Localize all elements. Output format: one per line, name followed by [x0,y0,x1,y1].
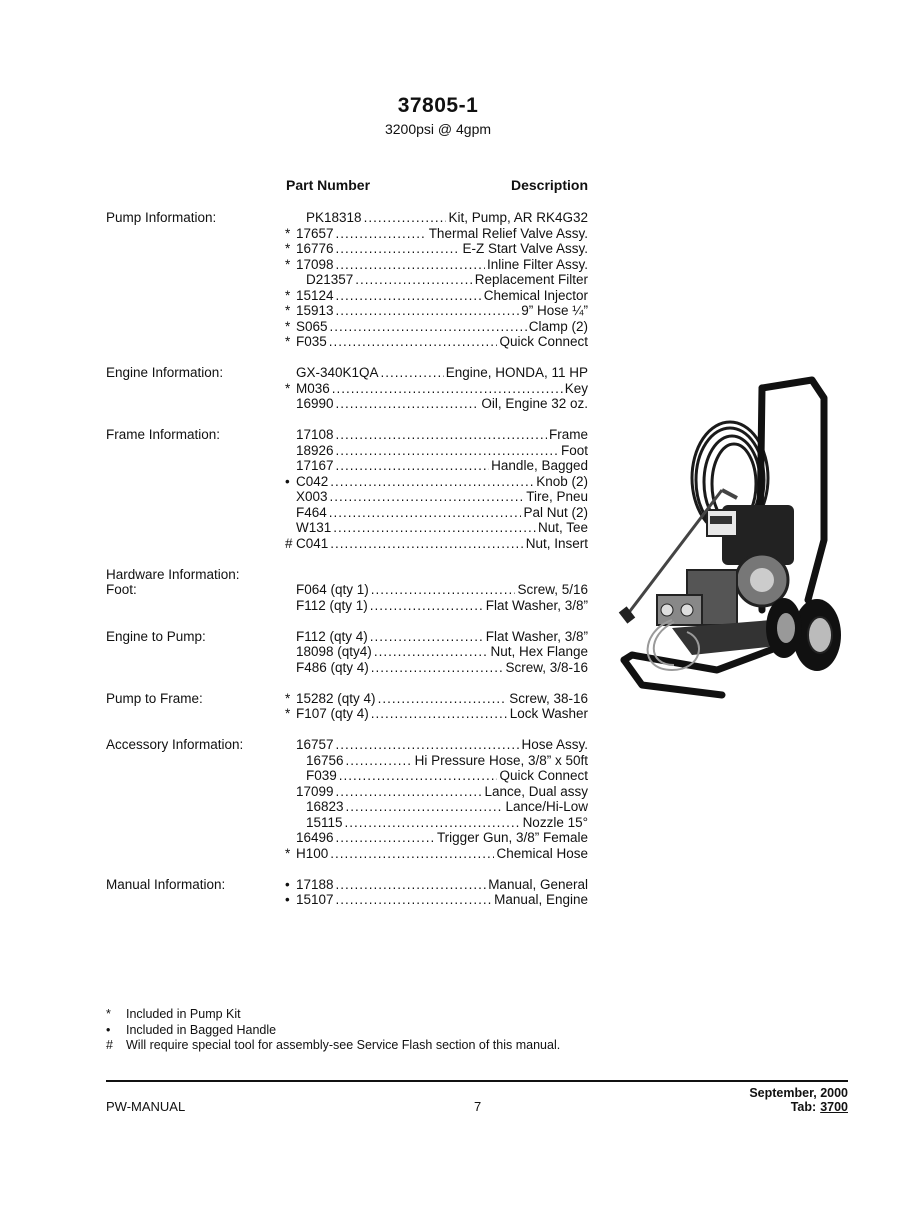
part-description: Pal Nut (2) [523,504,588,520]
part-number: 17099 [296,783,334,799]
column-header-part-number: Part Number [286,177,371,193]
part-row [285,334,588,350]
part-description: Kit, Pump, AR RK4G32 [448,210,588,225]
section-label-line: Engine Information: [106,365,224,380]
part-row [285,489,588,505]
dot-leader [329,334,498,350]
section-label-line: Foot: [106,582,137,597]
dot-leader [336,830,435,846]
part-row [285,815,588,831]
part-description: Chemical Hose [496,845,588,861]
part-number: F112 (qty 1) [296,597,368,613]
part-row [285,226,588,242]
dot-leader [336,737,520,753]
part-description: Tire, Pneu [526,489,588,504]
part-row [285,753,588,769]
pressure-washer-photo [612,370,852,700]
dot-leader [332,381,563,397]
part-row [285,520,588,536]
dot-leader [329,505,522,521]
part-row [285,536,588,552]
part-number: 16776 [296,241,334,256]
part-row [285,567,588,583]
parts-section [106,365,596,412]
part-row [285,288,588,304]
part-row [285,365,588,381]
part-row [285,768,588,784]
part-marker: * [285,241,291,256]
dot-leader [330,319,527,335]
parts-section [106,210,596,350]
part-row [285,660,588,676]
part-row [285,257,588,273]
part-description: Handle, Bagged [491,458,588,473]
part-description: Foot [560,442,588,458]
part-number: 17098 [296,256,334,272]
dot-leader [330,536,523,552]
dot-leader [336,892,493,908]
section-label-line: Accessory Information: [106,737,244,752]
part-number: W131 [296,520,332,535]
part-row [285,784,588,800]
part-number: 16496 [296,830,334,845]
part-description: Flat Washer, 3/8” [485,628,588,644]
part-row [285,427,588,443]
part-description: Oil, Engine 32 oz. [481,396,588,411]
dot-leader [374,644,489,660]
part-description: Hi Pressure Hose, 3/8” x 50ft [414,752,588,768]
part-description: Nut, Insert [525,535,588,551]
part-number: 15107 [296,892,334,907]
parts-list [106,210,596,923]
tab-value: 3700 [820,1100,848,1114]
part-number: 17188 [296,876,334,892]
part-description: Lance, Dual assy [484,783,588,799]
part-description: Nut, Hex Flange [490,644,588,659]
part-description: Manual, Engine [494,892,588,907]
footer-rule [106,1080,848,1082]
page-subtitle: 3200psi @ 4gpm [384,121,492,137]
part-marker: * [285,334,291,349]
dot-leader [345,815,521,831]
part-description: Engine, HONDA, 11 HP [445,365,588,380]
part-description: Inline Filter Assy. [486,256,588,272]
dot-leader [346,799,504,815]
part-row [285,458,588,474]
part-number: 16757 [296,737,334,752]
part-number: PK18318 [306,210,362,225]
part-number: F112 (qty 4) [296,628,368,644]
part-number: F107 (qty 4) [296,706,369,721]
part-description: Quick Connect [499,334,588,349]
tab-label: Tab: [790,1100,817,1114]
dot-leader [336,427,547,443]
dot-leader [371,706,508,722]
dot-leader [330,846,494,862]
page-title: 37805-1 [397,94,479,117]
dot-leader [336,288,482,304]
part-description: Manual, General [488,876,588,892]
part-number: F064 (qty 1) [296,582,369,597]
part-number: 17108 [296,427,334,442]
part-marker: * [285,690,291,706]
part-description: Chemical Injector [483,287,588,303]
section-label-line: Pump to Frame: [106,690,203,706]
part-number: GX-340K1QA [296,365,379,380]
part-number: M036 [296,380,330,396]
page-number: 7 [474,1099,482,1114]
manual-name: PW-MANUAL [106,1099,186,1114]
part-marker: * [285,845,291,861]
part-number: 16990 [296,396,334,411]
part-number: 16823 [306,799,344,814]
section-label-line: Frame Information: [106,427,221,442]
dot-leader [330,474,534,490]
part-row [285,691,588,707]
part-description: Frame [548,427,588,442]
dot-leader [336,784,483,800]
part-description: Quick Connect [499,768,588,783]
part-marker: • [285,473,290,489]
part-row [285,474,588,490]
part-number: 18926 [296,442,334,458]
part-description: Key [564,380,588,396]
section-label [106,427,281,443]
part-row [285,396,588,412]
parts-section [106,567,596,614]
parts-section [106,629,596,676]
part-marker: * [285,380,291,396]
part-row [285,629,588,645]
part-marker: * [285,256,291,272]
part-row [285,303,588,319]
part-marker: • [285,876,290,892]
dot-leader [371,582,516,598]
part-row [285,799,588,815]
dot-leader [330,489,525,505]
part-marker: * [285,706,291,721]
dot-leader [371,660,504,676]
part-number: 16756 [306,752,344,768]
part-row [285,830,588,846]
part-number: C042 [296,473,329,489]
section-label [106,629,281,645]
parts-section [106,427,596,551]
section-label-line: Manual Information: [106,876,226,892]
part-number: F464 [296,504,327,520]
dot-leader [336,396,480,412]
part-number: 15124 [296,287,334,303]
part-row [285,272,588,288]
section-label-line: Hardware Information: [106,566,240,582]
part-description: Trigger Gun, 3/8” Female [436,830,588,845]
part-number: S065 [296,318,328,334]
dot-leader [336,458,490,474]
part-row [285,505,588,521]
dot-leader [339,768,498,784]
part-row [285,598,588,614]
dot-leader [364,210,447,226]
part-number: F486 (qty 4) [296,659,369,675]
column-header-description: Description [510,177,588,193]
part-marker: * [285,287,291,303]
section-label-line: Engine to Pump: [106,628,206,644]
dot-leader [355,272,472,288]
part-row [285,582,588,598]
dot-leader [336,226,427,242]
dot-leader [346,753,413,769]
part-number: D21357 [306,272,354,287]
dot-leader [336,877,487,893]
part-row [285,737,588,753]
part-description: Thermal Relief Valve Assy. [428,225,588,241]
part-number: 18098 (qty4) [296,644,372,659]
section-label [106,877,281,893]
part-number: H100 [296,845,329,861]
part-marker: • [285,892,290,907]
part-description: Nozzle 15° [522,814,588,830]
part-description: Flat Washer, 3/8” [485,597,588,613]
part-row [285,706,588,722]
part-number: X003 [296,489,328,504]
part-marker: # [285,535,293,551]
part-row [285,319,588,335]
part-description: Clamp (2) [528,318,588,334]
part-description: Screw, 38-16 [509,690,588,706]
dot-leader [336,241,461,257]
section-label [106,365,281,381]
part-row [285,210,588,226]
part-row [285,443,588,459]
part-marker: * [285,318,291,334]
parts-section [106,877,596,908]
dot-leader [336,443,559,459]
section-label [106,691,281,707]
part-description: Screw, 3/8-16 [505,659,588,675]
dot-leader [381,365,444,381]
part-description: E-Z Start Valve Assy. [462,241,588,256]
footnote: • Included in Bagged Handle [106,1022,277,1037]
section-label-line: Pump Information: [106,210,217,225]
part-description: Lock Washer [509,706,588,721]
section-label [106,737,281,753]
part-row [285,892,588,908]
part-description: Lance/Hi-Low [505,799,588,814]
parts-section [106,691,596,722]
part-description: Nut, Tee [537,520,588,535]
section-label [106,210,281,226]
part-row [285,877,588,893]
part-row [285,846,588,862]
footer-tab [749,1100,848,1114]
dot-leader [336,303,520,319]
dot-leader [378,691,508,707]
part-number: 15115 [306,814,343,830]
dot-leader [336,257,485,273]
parts-section [106,737,596,861]
part-marker: * [285,225,291,241]
dot-leader [370,629,484,645]
footnote: * Included in Pump Kit [106,1007,241,1021]
footnotes [106,1007,560,1054]
dot-leader [333,520,536,536]
footer-date: September, 2000 [749,1086,848,1100]
part-number: 15913 [296,303,334,318]
part-description: Hose Assy. [521,737,588,752]
part-row [285,381,588,397]
part-marker: * [285,303,291,318]
part-number: 15282 (qty 4) [296,690,376,706]
part-row [285,241,588,257]
part-number: C041 [296,535,329,551]
part-number: F039 [306,768,337,783]
part-number: 17167 [296,458,334,473]
part-description: Screw, 5/16 [517,582,588,597]
footnote: # Will require special tool for assembly-see Service Flash section of this manual. [106,1038,561,1052]
part-description: Knob (2) [536,473,588,489]
dot-leader [370,598,484,614]
part-number: 17657 [296,225,334,241]
part-description: Replacement Filter [474,272,588,287]
part-number: F035 [296,334,327,349]
section-label [106,567,281,598]
part-row [285,644,588,660]
part-description: 9” Hose ¼” [521,303,588,318]
footer-date-tab [749,1086,848,1114]
